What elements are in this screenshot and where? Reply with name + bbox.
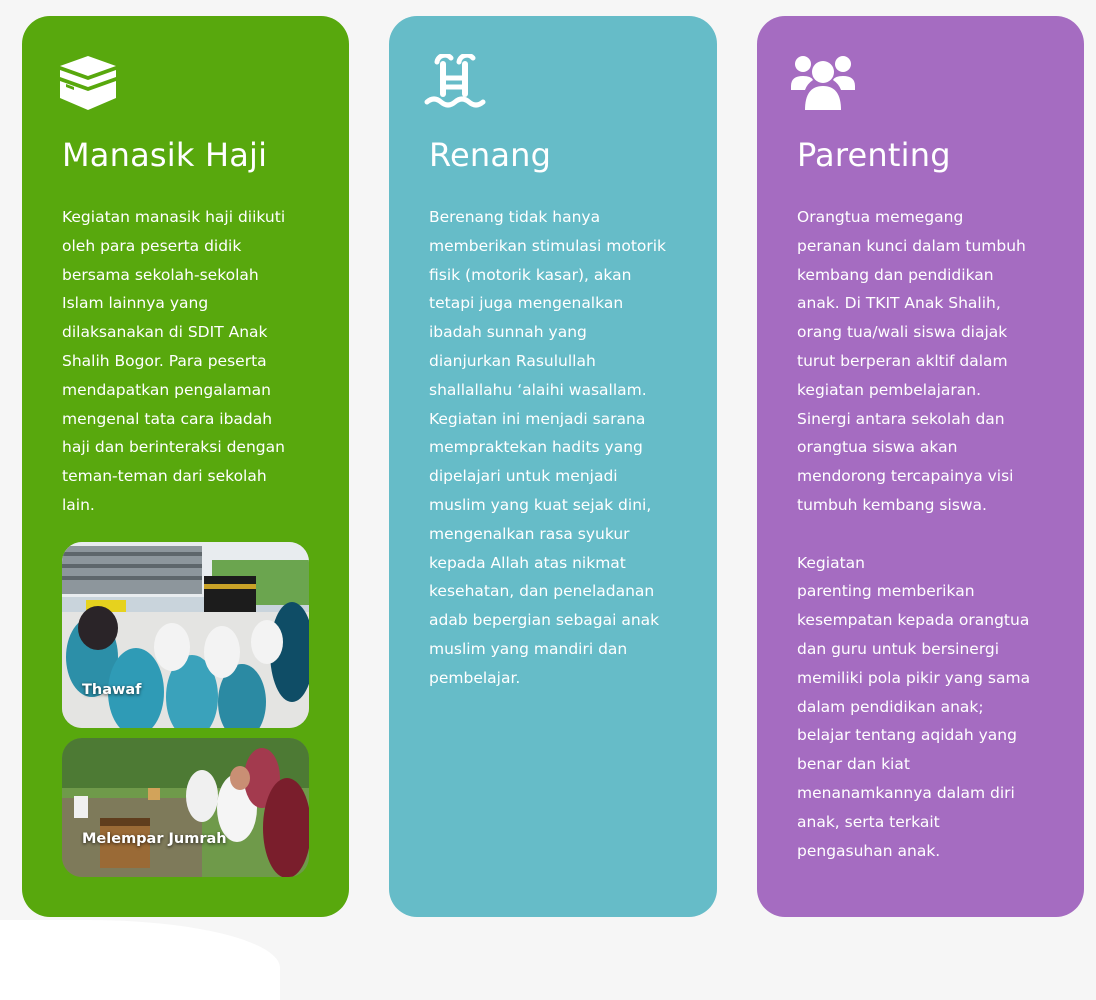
card-title: Renang (429, 136, 552, 174)
users-icon (791, 54, 855, 112)
bottom-decoration (0, 920, 280, 1000)
swimming-pool-icon (423, 54, 487, 112)
photo-caption: Thawaf (82, 682, 142, 698)
renang-card (389, 16, 717, 917)
photo-caption: Melempar Jumrah (82, 831, 227, 847)
card-description: Kegiatan manasik haji diikuti oleh para peserta didik bersama sekolah-sekolah Islam lainnya yang dilaksanakan di SDIT Anak Shalih Bogor. Para peserta mendapatkan pengalaman mengenal tata cara ibadah haji dan berinteraksi dengan teman-teman dari sekolah lain. (62, 208, 286, 514)
card-description: Orangtua memegang peranan kunci dalam tumbuh kembang dan pendidikan anak. Di TKIT Anak Shalih, orang tua/wali siswa diajak turut berperan akltif dalam kegiatan pembelajaran. Sinergi antara sekolah dan orangtua siswa akan mendorong tercapainya visi tumbuh kembang siswa. Kegiatan parenting memberikan kesempatan kepada orangtua dan guru untuk bersinergi memiliki pola pikir yang sama dalam pendidikan anak; belajar tentang aqidah yang benar dan kiat menanamkannya dalam diri anak, serta terkait pengasuhan anak. (797, 208, 1031, 860)
card-description: Berenang tidak hanya memberikan stimulasi motorik fisik (motorik kasar), akan tetapi juga mengenalkan ibadah sunnah yang dianjurkan Rasulullah shallallahu ‘alaihi wasallam. Kegiatan ini menjadi sarana mempraktekan hadits yang dipelajari untuk menjadi muslim yang kuat sejak dini, mengenalkan rasa syukur kepada Allah atas nikmat kesehatan, dan peneladanan adab bepergian sebagai anak muslim yang mandiri dan pembelajar. (429, 208, 667, 687)
manasik-haji-card (22, 16, 349, 917)
card-title: Parenting (797, 136, 951, 174)
card-title: Manasik Haji (62, 136, 268, 174)
melempar-jumrah-image (62, 738, 309, 877)
melempar-jumrah-photo (62, 738, 309, 877)
thawaf-photo (62, 542, 309, 728)
kaaba-icon (56, 54, 120, 112)
thawaf-image (62, 542, 309, 728)
parenting-card (757, 16, 1084, 917)
